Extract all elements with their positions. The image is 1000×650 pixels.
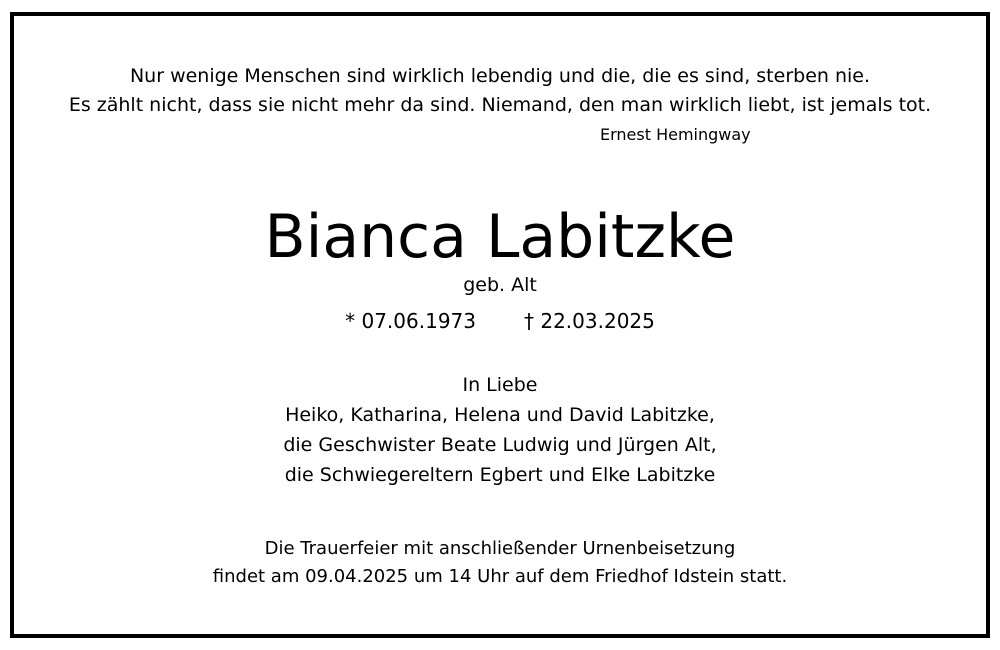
quote-author: Ernest Hemingway [600, 125, 751, 144]
mourners-line-3: die Schwiegereltern Egbert und Elke Labitzke [284, 464, 716, 486]
life-dates [14, 307, 986, 335]
mourners-line-1: Heiko, Katharina, Helena und David Labitzke, [285, 404, 715, 426]
ceremony-info [14, 535, 986, 591]
ceremony-line-1: Die Trauerfeier mit anschließender Urnenbeisetzung [264, 538, 736, 559]
quote-line-1: Nur wenige Menschen sind wirklich lebendig und die, die es sind, sterben nie. [129, 65, 871, 87]
death-date: † 22.03.2025 [524, 309, 655, 333]
ceremony-line-2: findet am 09.04.2025 um 14 Uhr auf dem Friedhof Idstein statt. [212, 566, 788, 587]
quote-line-2: Es zählt nicht, dass sie nicht mehr da sind. Niemand, den man wirklich liebt, ist jemals tot. [68, 94, 932, 116]
quote [14, 62, 986, 120]
maiden-name: geb. Alt [463, 274, 537, 296]
deceased-name: Bianca Labitzke [264, 202, 736, 272]
mourners-line-2: die Geschwister Beate Ludwig und Jürgen Alt, [283, 434, 717, 456]
birth-date: * 07.06.1973 [345, 309, 476, 333]
mourners-intro: In Liebe [462, 374, 538, 396]
mourners-list [14, 370, 986, 490]
